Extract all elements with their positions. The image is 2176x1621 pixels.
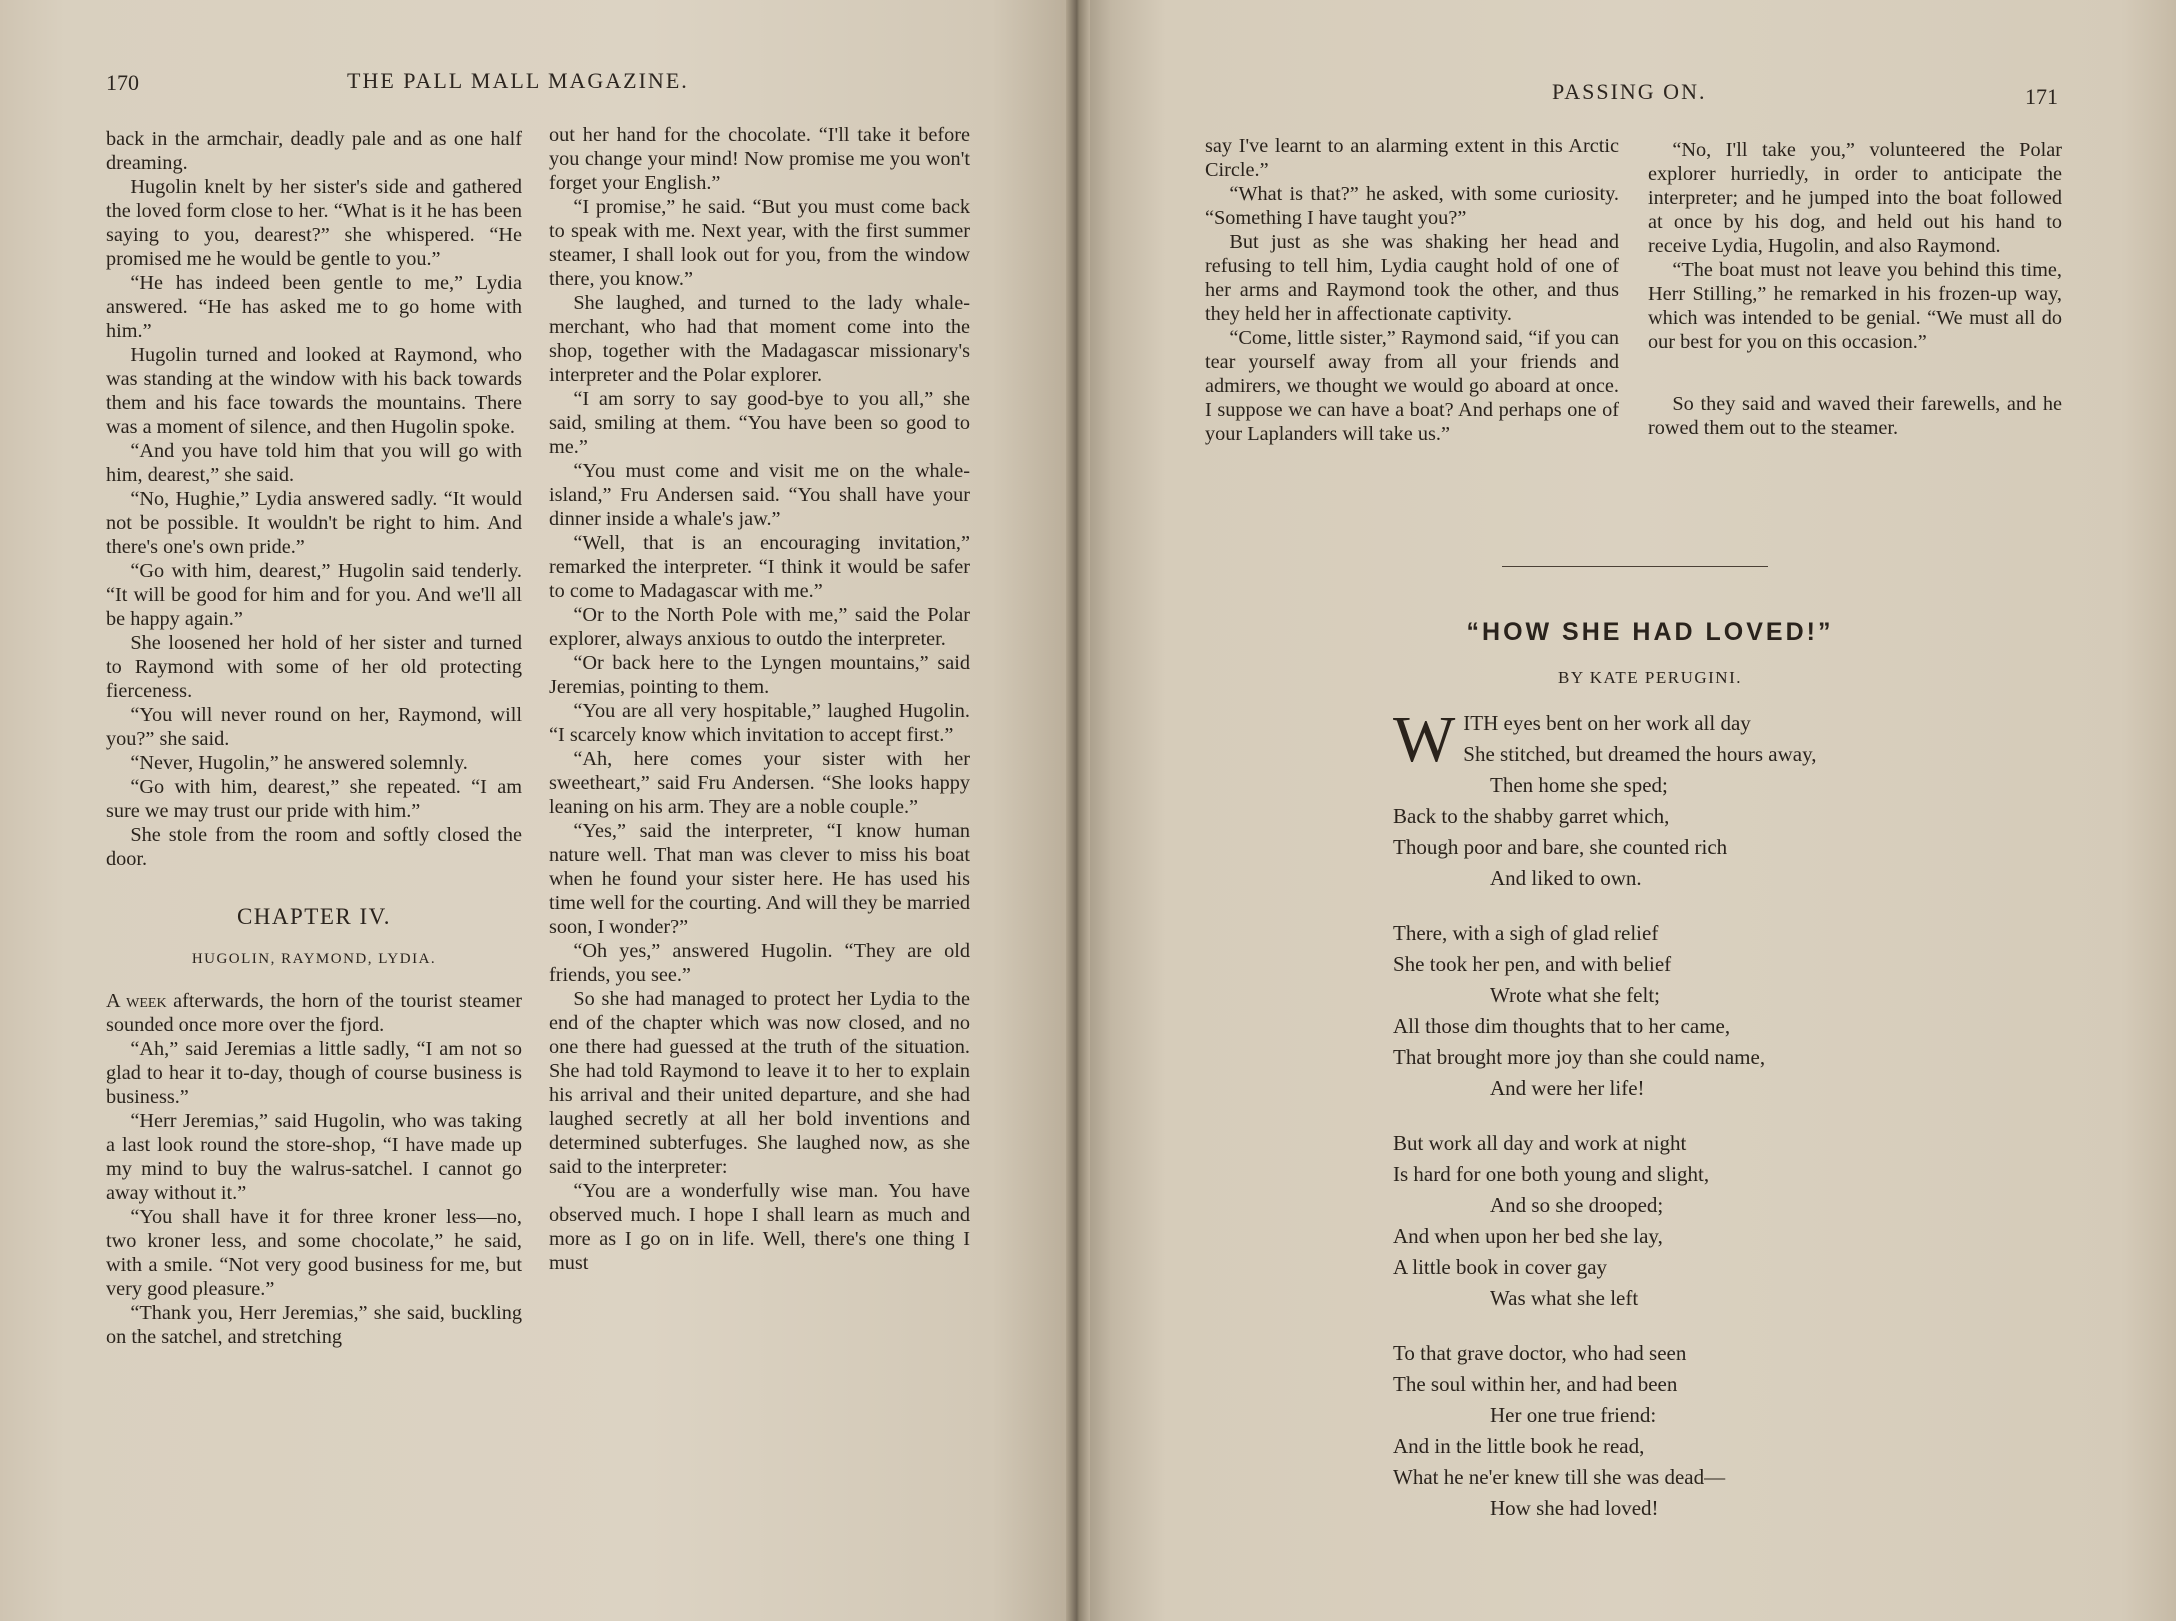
paragraph: “Or to the North Pole with me,” said the Polar explorer, always anxious to outdo the interpreter. — [549, 604, 970, 650]
drop-cap: W — [1393, 703, 1456, 776]
paragraph: But just as she was shaking her head and refusing to tell him, Lydia caught hold of one of her arms and Raymond took the other, and thus they held her in affectionate captivity. — [1205, 231, 1619, 325]
paragraph: “The boat must not leave you behind this time, Herr Stilling,” he remarked in his frozen-up way, which was intended to be genial. “We must all do our best for you on this occasion.” — [1648, 259, 2062, 353]
paragraph: “You will never round on her, Raymond, will you?” she said. — [106, 704, 522, 750]
column-text-main — [1648, 138, 2062, 354]
poem-line: And in the little book he read, — [1393, 1434, 1645, 1458]
paragraph: “And you have told him that you will go with him, dearest,” she said. — [106, 440, 522, 486]
paragraph: She laughed, and turned to the lady whale-merchant, who had that moment come into the shop, together with the Madagascar missionary's interpreter and the Polar explorer. — [549, 292, 970, 386]
poem-stanza — [1393, 918, 1953, 1104]
poem-line: There, with a sigh of glad relief — [1393, 921, 1659, 945]
running-head-right: PASSING ON. — [1552, 79, 1707, 104]
poem-line: But work all day and work at night — [1393, 1131, 1687, 1155]
paragraph: “Go with him, dearest,” Hugolin said tenderly. “It will be good for him and for you. And we'll all be happy again.” — [106, 560, 522, 630]
poem-stanza — [1393, 1128, 1953, 1314]
poem-line: What he ne'er knew till she was dead— — [1393, 1465, 1726, 1489]
chapter-opening-paragraph — [106, 989, 522, 1037]
paragraph: Hugolin knelt by her sister's side and gathered the loved form close to her. “What is it he has been saying to you, dearest?” she whispered. “He promised me he would be gentle to you.” — [106, 176, 522, 270]
poem-line: Wrote what she felt; — [1490, 983, 1661, 1007]
poem-stanza — [1393, 1338, 1953, 1524]
chapter-title: CHAPTER IV. — [236, 904, 392, 929]
paragraph: “You are a wonderfully wise man. You have observed much. I hope I shall learn as much and more as I go on in life. Well, there's one thing I must — [549, 1180, 970, 1274]
closing-paragraph: So they said and waved their farewells, and he rowed them out to the steamer. — [1648, 393, 2062, 439]
poem-line: A little book in cover gay — [1393, 1255, 1608, 1279]
paragraph: “Herr Jeremias,” said Hugolin, who was taking a last look round the store-shop, “I have made up my mind to buy the walrus-satchel. I cannot go away without it.” — [106, 1110, 522, 1204]
section-divider-rule — [1502, 566, 1768, 567]
poem-line: And were her life! — [1490, 1076, 1645, 1100]
paragraph: She loosened her hold of her sister and turned to Raymond with some of her old protecting fierceness. — [106, 632, 522, 702]
running-head-left: THE PALL MALL MAGAZINE. — [347, 68, 689, 93]
poem-line: Is hard for one both young and slight, — [1393, 1162, 1710, 1186]
paragraph: “I promise,” he said. “But you must come back to speak with me. Next year, with the first summer steamer, I shall look out for you, from the window there, you know.” — [549, 196, 970, 290]
poem-line: Her one true friend: — [1490, 1403, 1657, 1427]
left-page-column-1 — [106, 127, 522, 1349]
paragraph: Hugolin turned and looked at Raymond, who was standing at the window with his back towards them and his face towards the mountains. There was a moment of silence, and then Hugolin spoke. — [106, 344, 522, 438]
paragraph: “No, Hughie,” Lydia answered sadly. “It would not be possible. It wouldn't be right to him. And there's one's own pride.” — [106, 488, 522, 558]
paragraph: “I am sorry to say good-bye to you all,” she said, smiling at them. “You have been so good to me.” — [549, 388, 970, 458]
poem-line: That brought more joy than she could name, — [1393, 1045, 1766, 1069]
poem-stanza — [1393, 703, 1953, 894]
paragraph: “Or back here to the Lyngen mountains,” said Jeremias, pointing to them. — [549, 652, 970, 698]
poem-line: And liked to own. — [1490, 866, 1642, 890]
chapter-opening-text: afterwards, the horn of the tourist steamer sounded once more over the fjord. — [106, 990, 522, 1036]
paragraph: back in the armchair, deadly pale and as one half dreaming. — [106, 128, 522, 174]
chapter-opening-smallcaps: A week — [106, 990, 167, 1012]
poem-body — [1393, 703, 1953, 1548]
paragraph: “Come, little sister,” Raymond said, “if you can tear yourself away from all your friends and admirers, we thought we would go aboard at once. I suppose we can have a boat? And perhaps one of your Laplanders will take us.” — [1205, 327, 1619, 445]
poem-byline: BY KATE PERUGINI. — [1557, 668, 1742, 687]
paragraph: “You are all very hospitable,” laughed Hugolin. “I scarcely know which invitation to accept first.” — [549, 700, 970, 746]
paragraph: “Thank you, Herr Jeremias,” she said, buckling on the satchel, and stretching — [106, 1302, 522, 1348]
page-number-right: 171 — [2025, 84, 2058, 109]
paragraph: “Ah,” said Jeremias a little sadly, “I am not so glad to hear it to-day, though of course business is business.” — [106, 1038, 522, 1108]
poem-line: Though poor and bare, she counted rich — [1393, 835, 1728, 859]
poem-line: She took her pen, and with belief — [1393, 952, 1672, 976]
paragraph: So she had managed to protect her Lydia to the end of the chapter which was now closed, and no one there had guessed at the truth of the situation. She had told Raymond to leave it to her to explain his arrival and their united departure, and she had laughed secretly at all her bold inventions and determined subterfuges. She laughed now, as she said to the interpreter: — [549, 988, 970, 1178]
right-page-column-2 — [1648, 138, 2062, 440]
poem-line: And so she drooped; — [1490, 1193, 1664, 1217]
paragraph: “Well, that is an encouraging invitation,” remarked the interpreter. “I think it would be safer to come to Madagascar with me.” — [549, 532, 970, 602]
paragraph: “Go with him, dearest,” she repeated. “I am sure we may trust our pride with him.” — [106, 776, 522, 822]
paragraph: “What is that?” he asked, with some curiosity. “Something I have taught you?” — [1205, 183, 1619, 229]
paragraph: “Oh yes,” answered Hugolin. “They are old friends, you see.” — [549, 940, 970, 986]
poem-line: To that grave doctor, who had seen — [1393, 1341, 1687, 1365]
paragraph: “He has indeed been gentle to me,” Lydia answered. “He has asked me to go home with him.” — [106, 272, 522, 342]
poem-line: And when upon her bed she lay, — [1393, 1224, 1663, 1248]
right-page-column-1 — [1205, 134, 1619, 446]
paragraph: “Ah, here comes your sister with her sweetheart,” said Fru Andersen. “She looks happy leaning on his arm. They are a noble couple.” — [549, 748, 970, 818]
column-text-after-chapter — [106, 1037, 522, 1349]
poem-line: All those dim thoughts that to her came, — [1393, 1014, 1731, 1038]
poem-line: How she had loved! — [1490, 1496, 1659, 1520]
paragraph: “Never, Hugolin,” he answered solemnly. — [130, 752, 468, 774]
page-number-left: 170 — [106, 70, 139, 95]
poem-title: “HOW SHE HAD LOVED!” — [1466, 618, 1834, 646]
paragraph: out her hand for the chocolate. “I'll take it before you change your mind! Now promise me you won't forget your English.” — [549, 124, 970, 194]
poem-line: ITH eyes bent on her work all day — [1463, 711, 1751, 735]
paragraph: “You must come and visit me on the whale-island,” Fru Andersen said. “You shall have your dinner inside a whale's jaw.” — [549, 460, 970, 530]
book-gutter — [1066, 0, 1090, 1621]
poem-line: The soul within her, and had been — [1393, 1372, 1678, 1396]
chapter-subtitle: HUGOLIN, RAYMOND, LYDIA. — [191, 951, 437, 967]
paragraph: say I've learnt to an alarming extent in this Arctic Circle.” — [1205, 135, 1619, 181]
poem-line: She stitched, but dreamed the hours away, — [1463, 742, 1817, 766]
column-text-before-chapter — [106, 127, 522, 871]
poem-line: Then home she sped; — [1490, 773, 1668, 797]
paragraph: “You shall have it for three kroner less—no, two kroner less, and some chocolate,” he said, with a smile. “Not very good business for me, but very good pleasure.” — [106, 1206, 522, 1300]
paragraph: She stole from the room and softly closed the door. — [106, 824, 522, 870]
poem-line: Was what she left — [1490, 1286, 1639, 1310]
paragraph: “No, I'll take you,” volunteered the Polar explorer hurriedly, in order to anticipate the interpreter; and he jumped into the boat followed at once by his dog, and held out his hand to receive Lydia, Hugolin, and also Raymond. — [1648, 139, 2062, 257]
poem-line: Back to the shabby garret which, — [1393, 804, 1670, 828]
paragraph: “Yes,” said the interpreter, “I know human nature well. That man was clever to miss his boat when he found your sister here. He has used his time well for the courting. And will they be married soon, I wonder?” — [549, 820, 970, 938]
left-page-column-2 — [549, 123, 970, 1275]
